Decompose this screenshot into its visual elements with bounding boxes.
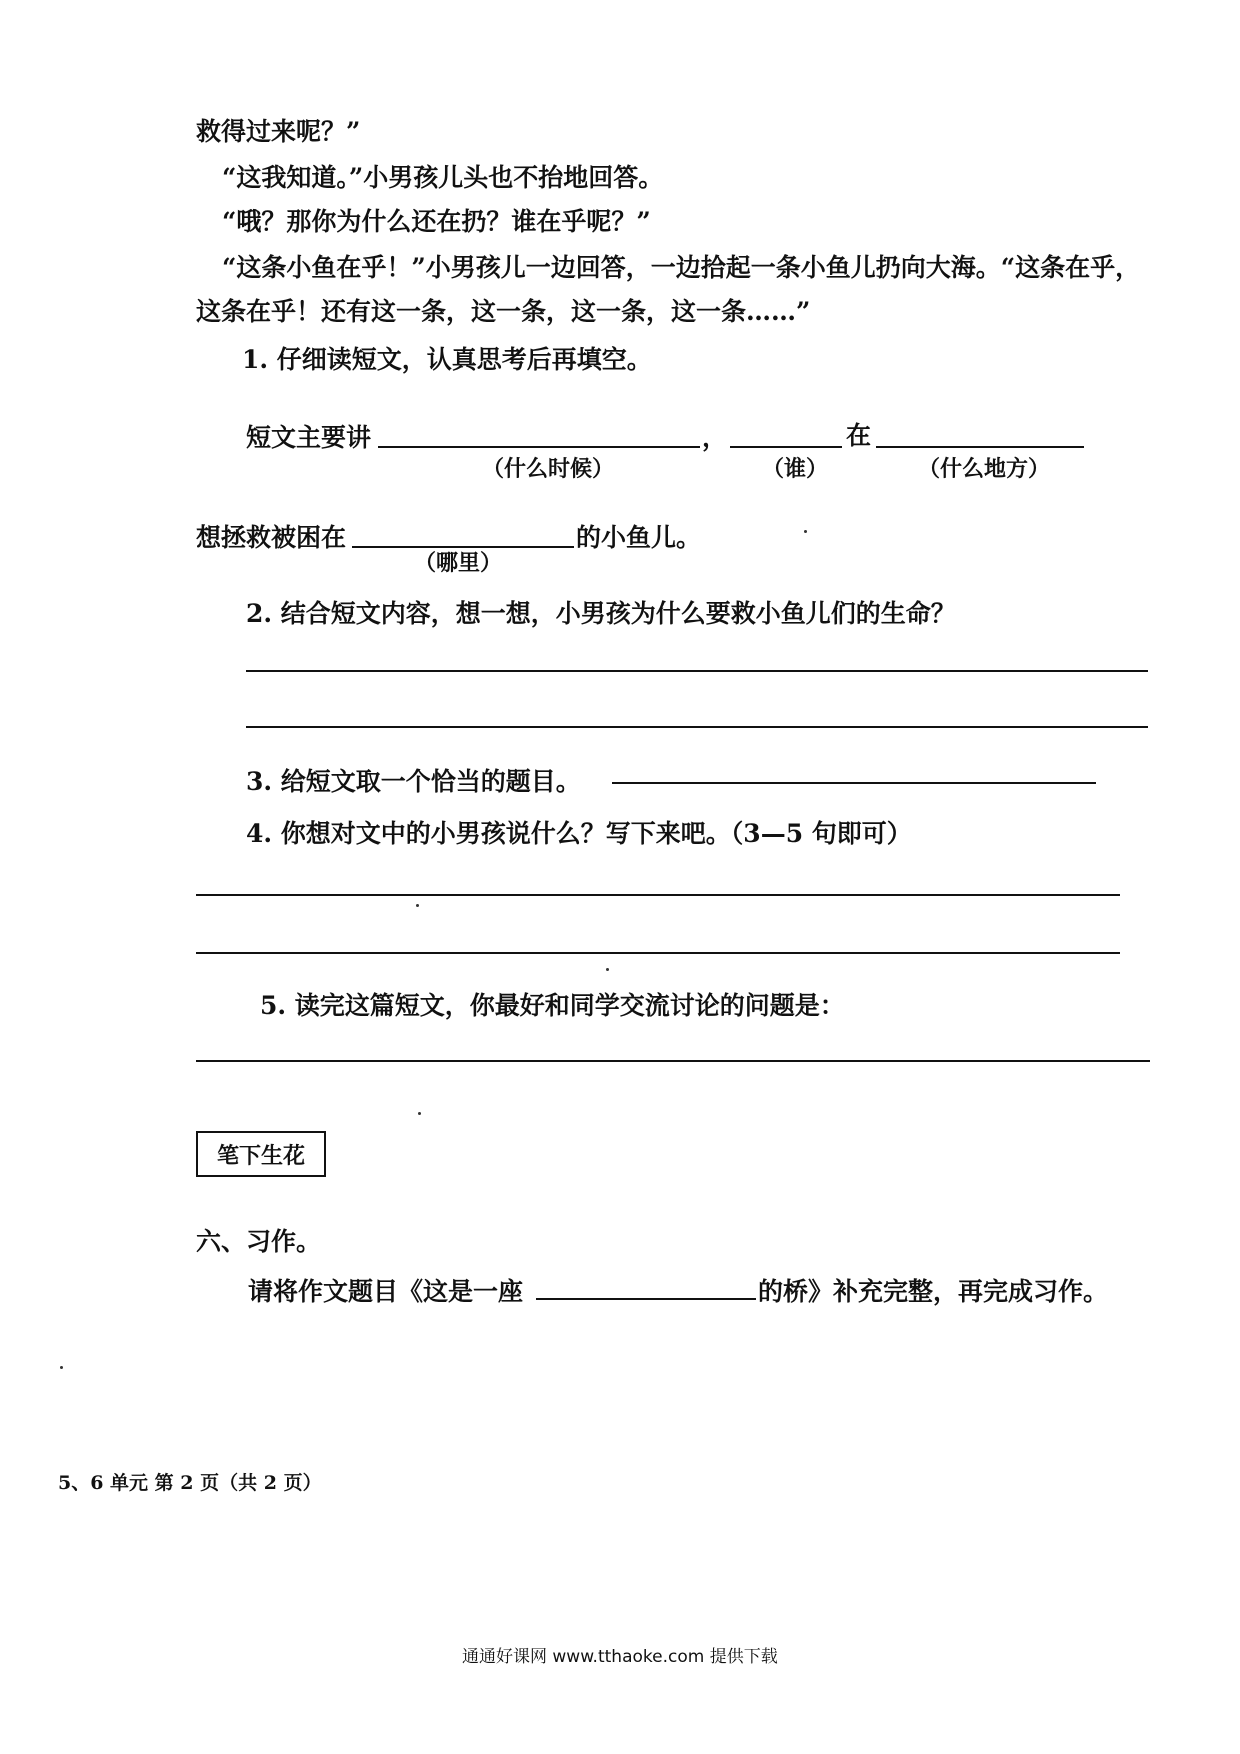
- story-line-2: “这我知道。”小男孩儿头也不抬地回答。: [222, 163, 664, 192]
- q1-line2-suffix: 的小鱼儿。: [576, 523, 702, 552]
- composition-instruction-suffix: 的桥》补充完整，再完成习作。: [758, 1277, 1109, 1306]
- question-4-prompt: 4. 你想对文中的小男孩说什么？写下来吧。（3—5 句即可）: [246, 819, 912, 848]
- q1-blank-when[interactable]: [378, 446, 700, 448]
- q1-at: 在: [846, 421, 872, 450]
- scan-speck: [60, 1366, 63, 1369]
- q1-fill-prefix: 短文主要讲: [246, 423, 372, 452]
- composition-title-blank[interactable]: [536, 1298, 756, 1300]
- story-line-3: “哦？那你为什么还在扔？谁在乎呢？”: [222, 207, 651, 236]
- story-line-4: “这条小鱼在乎！”小男孩儿一边回答，一边拾起一条小鱼儿扔向大海。“这条在乎，: [222, 253, 1141, 282]
- q1-blank-where[interactable]: [876, 446, 1084, 448]
- question-3-prompt: 3. 给短文取一个恰当的题目。: [246, 767, 581, 796]
- q1-hint-which: （哪里）: [414, 550, 503, 576]
- q1-hint-when: （什么时候）: [482, 456, 615, 482]
- question-2-prompt: 2. 结合短文内容，想一想，小男孩为什么要救小鱼儿们的生命？: [246, 599, 956, 628]
- q1-blank-who[interactable]: [730, 446, 842, 448]
- story-line-1: 救得过来呢？”: [196, 117, 361, 146]
- q1-line2-prefix: 想拯救被困在: [196, 523, 347, 552]
- q1-hint-who: （谁）: [762, 456, 829, 482]
- scan-speck: [418, 1112, 421, 1115]
- section-label-box: [196, 1131, 326, 1177]
- download-credit: 通通好课网 www.tthaoke.com 提供下载: [462, 1647, 778, 1667]
- composition-heading: 六、习作。: [196, 1227, 322, 1256]
- question-1-prompt: 1. 仔细读短文，认真思考后再填空。: [242, 345, 652, 374]
- q5-answer-line[interactable]: [196, 1060, 1150, 1062]
- q2-answer-line-2[interactable]: [246, 726, 1148, 728]
- scan-speck: [416, 904, 419, 907]
- page-number-label: 5、6 单元 第 2 页（共 2 页）: [58, 1472, 322, 1494]
- q4-answer-line-2[interactable]: [196, 952, 1120, 954]
- q1-hint-where: （什么地方）: [918, 456, 1051, 482]
- q4-answer-line-1[interactable]: [196, 894, 1120, 896]
- composition-instruction-prefix: 请将作文题目《这是一座: [248, 1277, 524, 1306]
- story-line-5: 这条在乎！还有这一条，这一条，这一条，这一条……”: [196, 297, 811, 326]
- question-5-prompt: 5. 读完这篇短文，你最好和同学交流讨论的问题是：: [260, 991, 845, 1020]
- q2-answer-line-1[interactable]: [246, 670, 1148, 672]
- q1-comma: ，: [702, 423, 728, 452]
- scan-speck: [804, 530, 807, 533]
- section-label: 笔下生花: [216, 1142, 305, 1169]
- scan-speck: [606, 968, 609, 971]
- q3-answer-line[interactable]: [612, 782, 1096, 784]
